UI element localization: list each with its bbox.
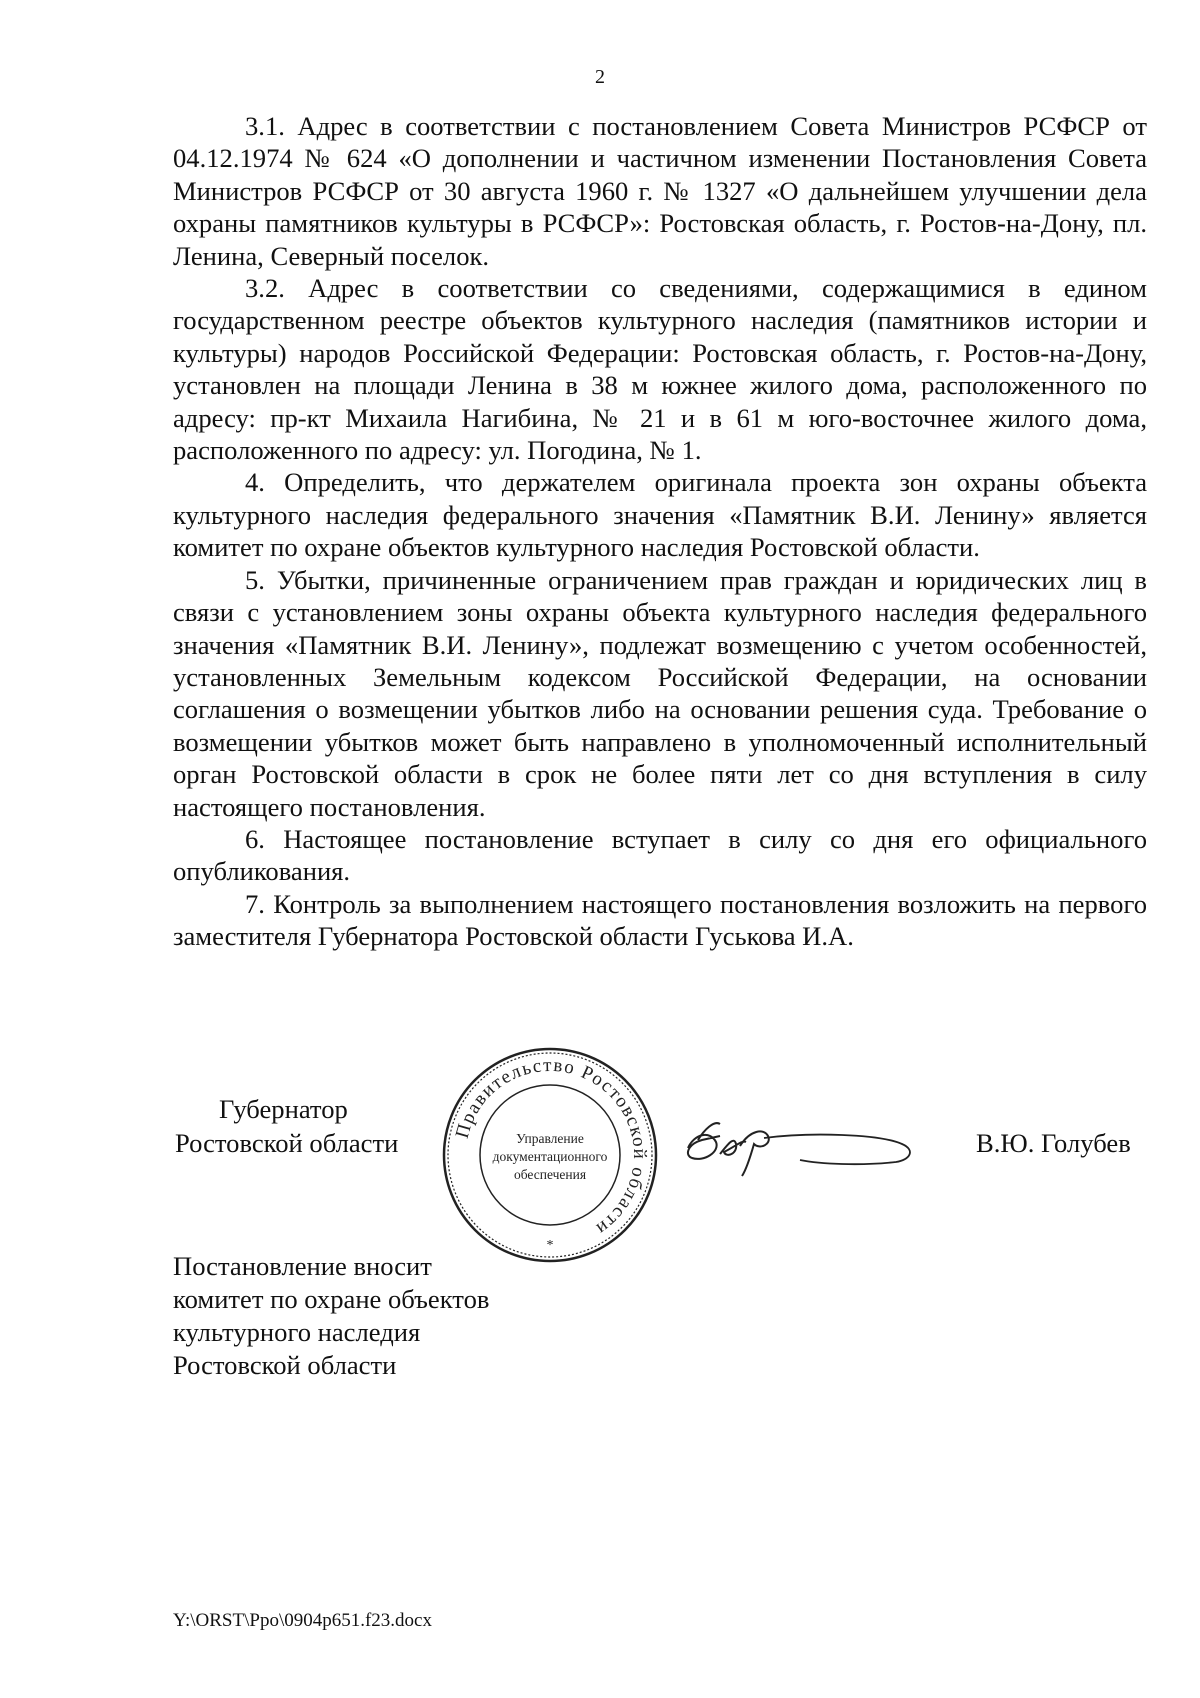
signatory-title-line1: Губернатор: [219, 1094, 348, 1124]
seal-star-icon: *: [546, 1238, 554, 1253]
submitter-line1: Постановление вносит: [173, 1251, 432, 1281]
paragraph-7: 7. Контроль за выполнением настоящего постановления возложить на первого заместителя Губернатора Ростовской области Гуськова И.А.: [173, 888, 1147, 952]
submitter-note: [173, 1250, 489, 1382]
submitter-line3: культурного наследия: [173, 1317, 421, 1347]
seal-outer-text: Правительство Ростовской области: [451, 1054, 651, 1240]
paragraph-5: 5. Убытки, причиненные ограничением прав граждан и юридических лиц в связи с установлением зоны охраны объекта культурного наследия федерального значения «Памятник В.И. Ленину», подлежат возмещению с учетом особенностей, установленных Земельным кодексом Российской Федерации, на основании соглашения о возмещении убытков либо на основании решения суда. Требование о возмещении убытков может быть направлено в уполномоченный исполнительный орган Ростовской области в срок не более пяти лет со дня вступления в силу настоящего постановления.: [173, 564, 1147, 822]
official-seal: [440, 1045, 660, 1265]
seal-inner-line3: обеспечения: [513, 1167, 587, 1182]
handwritten-signature: [680, 1100, 930, 1190]
paragraph-3-2: 3.2. Адрес в соответствии со сведениями, содержащимися в едином государственном реестре объектов культурного наследия (памятников истории и культуры) народов Российской Федерации: Ростовская область, г. Ростов-на-Дону, установлен на площади Ленина в 38 м южнее жилого дома, расположенного по адресу: пр-кт Михаила Нагибина, № 21 и в 61 м юго-восточнее жилого дома, расположенного по адресу: ул. Погодина, № 1.: [173, 273, 1147, 466]
signatory-title-line2: Ростовской области: [175, 1128, 399, 1158]
file-path: Y:\ORST\Ppo\0904p651.f23.docx: [173, 1610, 432, 1631]
seal-inner-line1: Управление: [516, 1131, 584, 1146]
page-number: 2: [595, 66, 605, 88]
paragraph-6: 6. Настоящее постановление вступает в силу со дня его официального опубликования.: [173, 823, 1147, 887]
document-body: [173, 110, 1147, 953]
submitter-line4: Ростовской области: [173, 1350, 397, 1380]
signatory-name: В.Ю. Голубев: [976, 1128, 1131, 1158]
seal-inner-line2: документационного: [492, 1149, 608, 1164]
signatory-title: [175, 1092, 398, 1160]
paragraph-4: 4. Определить, что держателем оригинала проекта зон охраны объекта культурного наследия федерального значения «Памятник В.И. Ленину» является комитет по охране объектов культурного наследия Ростовской области.: [173, 467, 1147, 563]
submitter-line2: комитет по охране объектов: [173, 1284, 490, 1314]
paragraph-3-1: 3.1. Адрес в соответствии с постановлением Совета Министров РСФСР от 04.12.1974 № 624 «О дополнении и частичном изменении Постановления Совета Министров РСФСР от 30 августа 1960 г. № 1327 «О дальнейшем улучшении дела охраны памятников культуры в РСФСР»: Ростовская область, г. Ростов-на-Дону, пл. Ленина, Северный поселок.: [173, 111, 1147, 271]
